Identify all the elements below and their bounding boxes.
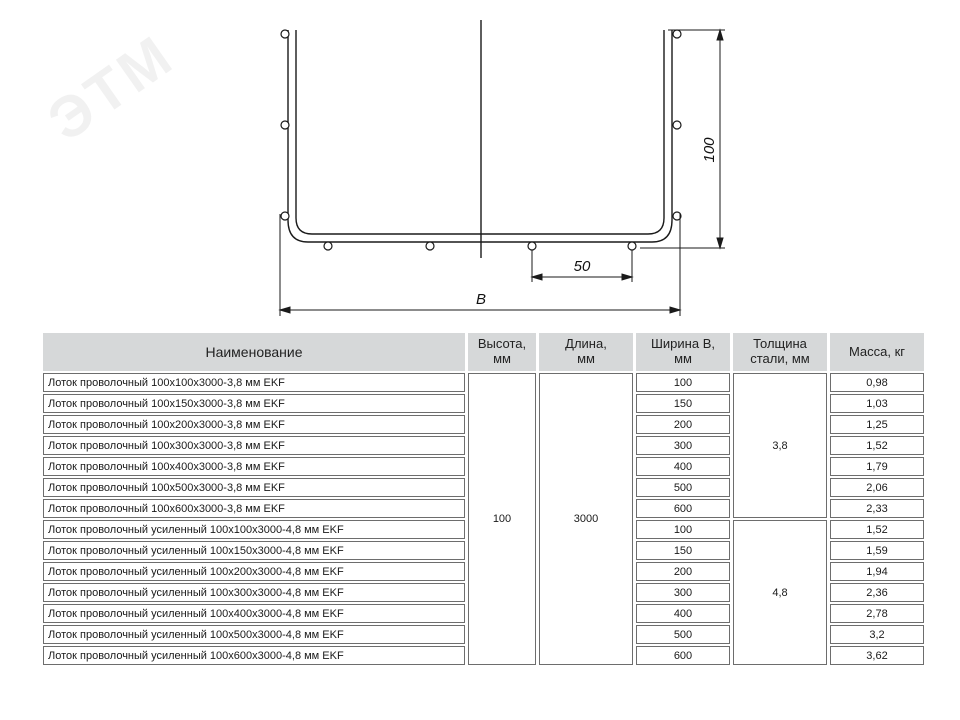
height-dimension-label: 100: [701, 137, 718, 163]
width-cell: 200: [636, 415, 730, 434]
mass-cell: 0,98: [830, 373, 924, 392]
mass-cell: 1,52: [830, 520, 924, 539]
watermark-logo: ЭТМ: [36, 22, 186, 154]
tray-right-wall: [652, 30, 672, 242]
mass-cell: 3,2: [830, 625, 924, 644]
product-name-cell: Лоток проволочный 100х200х3000-3,8 мм EKF: [43, 415, 465, 434]
product-name-cell: Лоток проволочный 100х150х3000-3,8 мм EKF: [43, 394, 465, 413]
product-name-cell: Лоток проволочный усиленный 100х200х3000-4,8 мм EKF: [43, 562, 465, 581]
width-cell: 200: [636, 562, 730, 581]
width-cell: 150: [636, 541, 730, 560]
mass-cell: 1,03: [830, 394, 924, 413]
product-name-cell: Лоток проволочный усиленный 100х150х3000-4,8 мм EKF: [43, 541, 465, 560]
mass-cell: 2,78: [830, 604, 924, 623]
step-dimension-label: 50: [573, 258, 591, 275]
mass-cell: 1,25: [830, 415, 924, 434]
width-cell: 400: [636, 604, 730, 623]
width-cell: 400: [636, 457, 730, 476]
thickness-cell: 4,8: [733, 520, 827, 665]
width-cell: 600: [636, 499, 730, 518]
width-cell: 300: [636, 436, 730, 455]
tray-cross-section-drawing: [0, 0, 960, 330]
width-cell: 600: [636, 646, 730, 665]
product-name-cell: Лоток проволочный усиленный 100х600х3000-4,8 мм EKF: [43, 646, 465, 665]
mass-cell: 2,33: [830, 499, 924, 518]
header-width: Ширина В, мм: [636, 333, 730, 371]
tray-left-wall: [288, 30, 308, 242]
product-name-cell: Лоток проволочный усиленный 100х500х3000-4,8 мм EKF: [43, 625, 465, 644]
height-cell: 100: [468, 373, 536, 665]
width-cell: 500: [636, 478, 730, 497]
header-height: Высота, мм: [468, 333, 536, 371]
mass-cell: 1,52: [830, 436, 924, 455]
width-cell: 300: [636, 583, 730, 602]
length-cell: 3000: [539, 373, 633, 665]
mass-cell: 2,06: [830, 478, 924, 497]
width-cell: 100: [636, 520, 730, 539]
table-row: [43, 373, 924, 392]
product-name-cell: Лоток проволочный 100х600х3000-3,8 мм EKF: [43, 499, 465, 518]
width-cell: 150: [636, 394, 730, 413]
product-name-cell: Лоток проволочный 100х100х3000-3,8 мм EKF: [43, 373, 465, 392]
width-cell: 500: [636, 625, 730, 644]
specification-table: [40, 331, 927, 667]
product-name-cell: Лоток проволочный 100х400х3000-3,8 мм EKF: [43, 457, 465, 476]
product-name-cell: Лоток проволочный усиленный 100х400х3000-4,8 мм EKF: [43, 604, 465, 623]
width-dimension-label: B: [475, 291, 487, 308]
product-name-cell: Лоток проволочный усиленный 100х100х3000-4,8 мм EKF: [43, 520, 465, 539]
mass-cell: 2,36: [830, 583, 924, 602]
width-cell: 100: [636, 373, 730, 392]
mass-cell: 3,62: [830, 646, 924, 665]
header-name: Наименование: [43, 333, 465, 371]
thickness-cell: 3,8: [733, 373, 827, 518]
mass-cell: 1,94: [830, 562, 924, 581]
product-name-cell: Лоток проволочный 100х500х3000-3,8 мм EKF: [43, 478, 465, 497]
mass-cell: 1,59: [830, 541, 924, 560]
product-name-cell: Лоток проволочный 100х300х3000-3,8 мм EKF: [43, 436, 465, 455]
mass-cell: 1,79: [830, 457, 924, 476]
header-mass: Масса, кг: [830, 333, 924, 371]
table-header-row: [43, 333, 924, 371]
header-length: Длина, мм: [539, 333, 633, 371]
header-thickness: Толщина стали, мм: [733, 333, 827, 371]
product-name-cell: Лоток проволочный усиленный 100х300х3000-4,8 мм EKF: [43, 583, 465, 602]
